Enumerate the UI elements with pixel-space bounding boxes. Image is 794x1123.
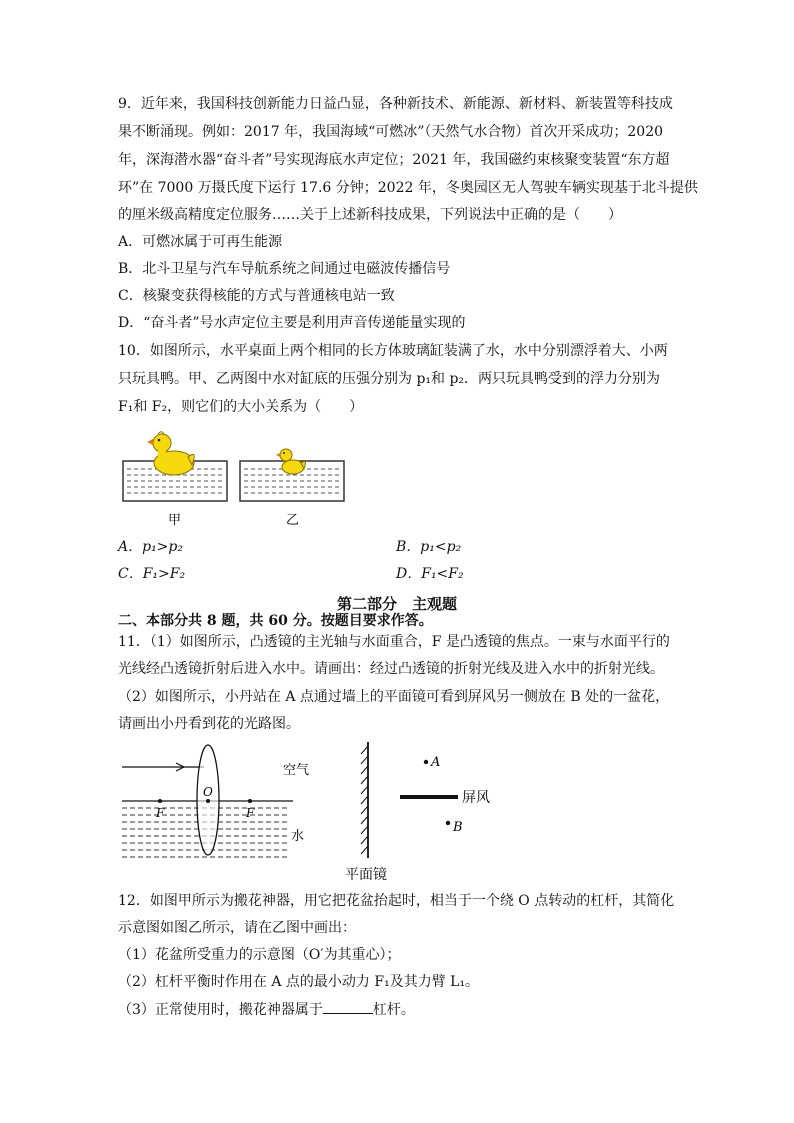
point-a	[424, 760, 428, 764]
q9-option-d: D．“奋斗者”号水声定位主要是利用声音传递能量实现的	[118, 315, 466, 331]
mirror-figure	[330, 740, 520, 885]
label-b: B	[453, 820, 463, 835]
focus-left-point	[158, 799, 162, 803]
q10-option-d: D．F₁<F₂	[396, 566, 464, 582]
q10-figure	[118, 425, 358, 530]
lens-figure	[118, 740, 313, 865]
q10-line-3: F₁和 F₂，则它们的大小关系为（ ）	[118, 399, 364, 415]
q10-option-b: B．p₁<p₂	[396, 539, 462, 555]
q9-option-a: A．可燃冰属于可再生能源	[118, 234, 283, 250]
q12-line-5	[118, 999, 415, 1020]
q10-option-a: A．p₁>p₂	[118, 539, 183, 555]
q11-line-4: 请画出小丹看到花的光路图。	[118, 716, 300, 732]
q12-last-before: （3）正常使用时，搬花神器属于	[118, 1002, 323, 1018]
q11-line-2: 光线经凸透镜折射后进入水中。请画出：经过凸透镜的折射光线及进入水中的折射光线。	[118, 661, 664, 677]
section-subtitle: 二、本部分共 8 题，共 60 分。按题目要求作答。	[118, 613, 433, 629]
q10-line-2: 只玩具鸭。甲、乙两图中水对缸底的压强分别为 p₁和 p₂．两只玩具鸭受到的浮力分别为	[118, 371, 661, 387]
focus-right-point	[248, 799, 252, 803]
fig-label-jia: 甲	[168, 513, 182, 528]
label-f-right: F	[246, 806, 255, 820]
label-f-left: F	[156, 806, 165, 820]
fig-label-yi: 乙	[286, 513, 300, 528]
q12-line-1: 12．如图甲所示为搬花神器，用它把花盆抬起时，相当于一个绕 O 点转动的杠杆，其简化	[118, 893, 675, 909]
label-mirror: 平面镜	[345, 867, 387, 883]
q9-line-5: 的厘米级高精度定位服务……关于上述新科技成果，下列说法中正确的是（ ）	[118, 207, 622, 223]
q9-line-4: 环”在 7000 万摄氏度下运行 17.6 分钟；2022 年，冬奥园区无人驾驶车辆实现基于北斗提供	[118, 180, 698, 196]
point-b	[446, 821, 450, 825]
q12-line-2: 示意图如图乙所示，请在乙图中画出：	[118, 920, 356, 936]
q9-line-2: 果不断涌现。例如：2017 年，我国海域“可燃冰”（天然气水合物）首次开采成功；2020	[118, 124, 664, 140]
q9-line-3: 年，深海潜水器“奋斗者”号实现海底水声定位；2021 年，我国磁约束核聚变装置“东方超	[118, 152, 670, 168]
q12-line-4: （2）杠杆平衡时作用在 A 点的最小动力 F₁及其力臂 L₁。	[118, 974, 480, 990]
q9-option-c: C．核聚变获得核能的方式与普通核电站一致	[118, 288, 395, 304]
q9-line-1: 9．近年来，我国科技创新能力日益凸显，各种新技术、新能源、新材料、新装置等科技成	[118, 96, 673, 112]
q9-option-b: B．北斗卫星与汽车导航系统之间通过电磁波传播信号	[118, 261, 451, 277]
q12-line-3: （1）花盆所受重力的示意图（O′为其重心）；	[118, 947, 401, 963]
center-point	[206, 799, 210, 803]
label-a: A	[431, 755, 441, 770]
label-air: 空气	[283, 763, 310, 778]
mirror-hatch	[361, 746, 368, 854]
label-water: 水	[291, 829, 305, 844]
q10-option-c: C．F₁>F₂	[118, 566, 186, 582]
q12-last-after: 杠杆。	[372, 1002, 415, 1018]
q11-line-3: （2）如图所示，小丹站在 A 点通过墙上的平面镜可看到屏风另一侧放在 B 处的一盆花，	[118, 689, 670, 705]
big-duck-icon	[147, 432, 194, 475]
label-o: O	[203, 785, 213, 799]
q10-line-1: 10．如图所示，水平桌面上两个相同的长方体玻璃缸装满了水，水中分别漂浮着大、小两	[118, 343, 668, 359]
answer-blank[interactable]	[323, 999, 373, 1014]
section-title: 第二部分 主观题	[336, 595, 457, 613]
q11-line-1: 11．（1）如图所示，凸透镜的主光轴与水面重合，F 是凸透镜的焦点。一束与水面平行的	[118, 634, 670, 650]
label-screen: 屏风	[462, 790, 490, 806]
